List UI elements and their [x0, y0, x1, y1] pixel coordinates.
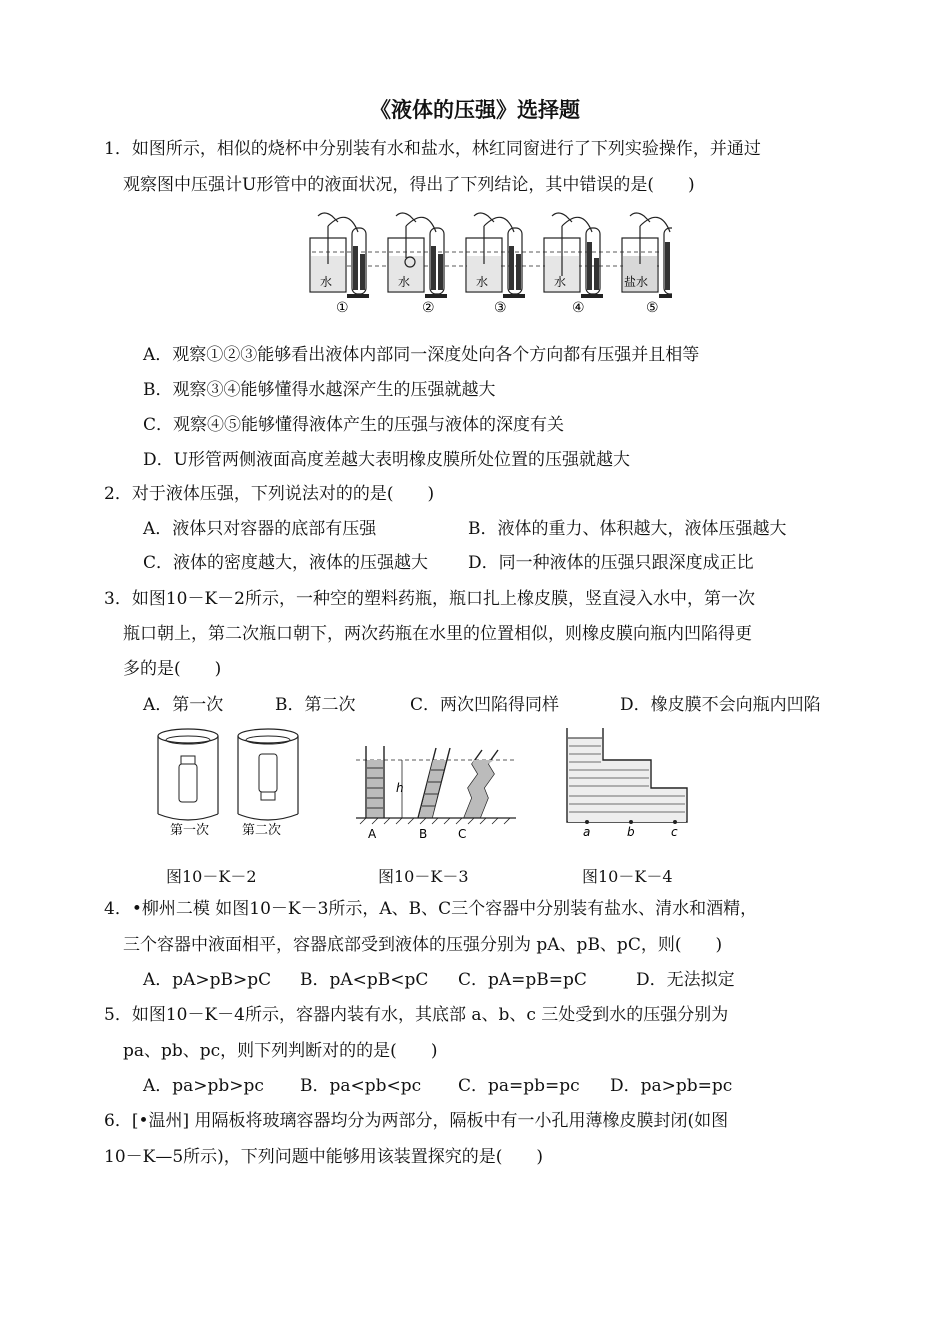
question-2-line-1: 2．对于液体压强，下列说法对的的是( ) — [104, 484, 435, 504]
question-4-option-c: C．pA=pB=pC — [458, 970, 587, 990]
question-1-line-2: 观察图中压强计U形管中的液面状况，得出了下列结论，其中错误的是( ) — [123, 175, 695, 195]
question-4-line-1: 4．•柳州二模 如图10－K－3所示，A、B、C三个容器中分别装有盐水、清水和酒精， — [104, 899, 758, 919]
apparatus-2 — [388, 213, 447, 298]
question-5-line-1: 5．如图10－K－4所示，容器内装有水，其底部 a、b、c 三处受到水的压强分别为 — [104, 1005, 729, 1025]
fig3-h-label: h — [396, 781, 404, 795]
question-6-line-1: 6．[•温州] 用隔板将玻璃容器均分为两部分，隔板中有一小孔用薄橡皮膜封闭(如图 — [104, 1111, 729, 1131]
question-1-option-c: C．观察④⑤能够懂得液体产生的压强与液体的深度有关 — [143, 415, 565, 435]
fig3-label-b: B — [419, 827, 428, 841]
container-a — [366, 746, 384, 818]
apparatus-1 — [310, 213, 369, 298]
question-3-line-1: 3．如图10－K－2所示，一种空的塑料药瓶，瓶口扎上橡皮膜，竖直浸入水中，第一次 — [104, 589, 755, 609]
document-title: 《液体的压强》选择题 — [370, 98, 580, 122]
figure-number-2: ② — [422, 300, 435, 316]
question-3-option-b: B．第二次 — [275, 695, 356, 715]
question-5-option-c: C．pa=pb=pc — [458, 1076, 580, 1096]
figure-10-k-2-bottles — [150, 726, 310, 844]
question-1-option-d: D．U形管两侧液面高度差越大表明橡皮膜所处位置的压强就越大 — [143, 450, 630, 470]
question-2-option-d: D．同一种液体的压强只跟深度成正比 — [468, 553, 754, 573]
figure-number-3: ③ — [494, 300, 507, 316]
fig4-label-a: a — [583, 825, 591, 836]
question-5-line-2: pa、pb、pc，则下列判断对的的是( ) — [123, 1041, 438, 1061]
question-5-option-a: A．pa>pb>pc — [143, 1076, 264, 1096]
figure-10-k-4-stepped-container — [563, 726, 693, 836]
figure-number-5: ⑤ — [646, 300, 659, 316]
question-3-option-c: C．两次凹陷得同样 — [410, 695, 560, 715]
apparatus-4 — [544, 213, 603, 298]
figure-number-4: ④ — [572, 300, 585, 316]
question-2-option-c: C．液体的密度越大，液体的压强越大 — [143, 553, 429, 573]
question-2-option-b: B．液体的重力、体积越大，液体压强越大 — [468, 519, 787, 539]
question-3-option-d: D．橡皮膜不会向瓶内凹陷 — [620, 695, 821, 715]
question-4-option-a: A．pA>pB>pC — [143, 970, 272, 990]
beaker-label-4: 水 — [554, 275, 567, 289]
caption-fig-10-k-2: 图10－K－2 — [166, 867, 257, 886]
question-2-option-a: A．液体只对容器的底部有压强 — [143, 519, 377, 539]
question-3-option-a: A．第一次 — [143, 695, 224, 715]
question-5-option-d: D．pa>pb=pc — [610, 1076, 733, 1096]
question-3-line-3: 多的是( ) — [123, 659, 222, 679]
caption-fig-10-k-4: 图10－K－4 — [582, 867, 673, 886]
beaker-label-2: 水 — [398, 275, 411, 289]
question-4-option-b: B．pA<pB<pC — [300, 970, 429, 990]
figure-number-1: ① — [336, 300, 349, 316]
question-1-line-1: 1．如图所示，相似的烧杯中分别装有水和盐水，林红同窗进行了下列实验操作，并通过 — [104, 139, 761, 159]
beaker-label-1: 水 — [320, 275, 333, 289]
apparatus-3 — [466, 213, 525, 298]
fig2-label-first: 第一次 — [170, 823, 210, 838]
fig3-label-c: C — [458, 827, 467, 841]
question-4-option-d: D．无法拟定 — [636, 970, 735, 990]
jar-second — [238, 729, 298, 820]
beaker-label-3: 水 — [476, 275, 489, 289]
fig3-label-a: A — [368, 827, 377, 841]
question-1-option-a: A．观察①②③能够看出液体内部同一深度处向各个方向都有压强并且相等 — [143, 345, 700, 365]
figure-10-k-3-containers — [356, 746, 516, 856]
question-3-line-2: 瓶口朝上，第二次瓶口朝下，两次药瓶在水里的位置相似，则橡皮膜向瓶内凹陷得更 — [123, 624, 752, 644]
beaker-label-5: 盐水 — [624, 275, 649, 289]
question-6-line-2: 10－K—5所示)，下列问题中能够用该装置探究的是( ) — [104, 1147, 544, 1167]
question-4-line-2: 三个容器中液面相平，容器底部受到液体的压强分别为 pA、pB、pC，则( ) — [123, 935, 723, 955]
fig2-label-second: 第二次 — [242, 823, 282, 838]
container-b — [418, 748, 450, 818]
question-1-option-b: B．观察③④能够懂得水越深产生的压强就越大 — [143, 380, 496, 400]
question-5-option-b: B．pa<pb<pc — [300, 1076, 422, 1096]
fig4-label-c: c — [671, 825, 678, 836]
jar-first — [158, 729, 218, 820]
caption-fig-10-k-3: 图10－K－3 — [378, 867, 469, 886]
fig4-label-b: b — [627, 825, 635, 836]
figure-pressure-gauge-experiments — [302, 206, 672, 316]
